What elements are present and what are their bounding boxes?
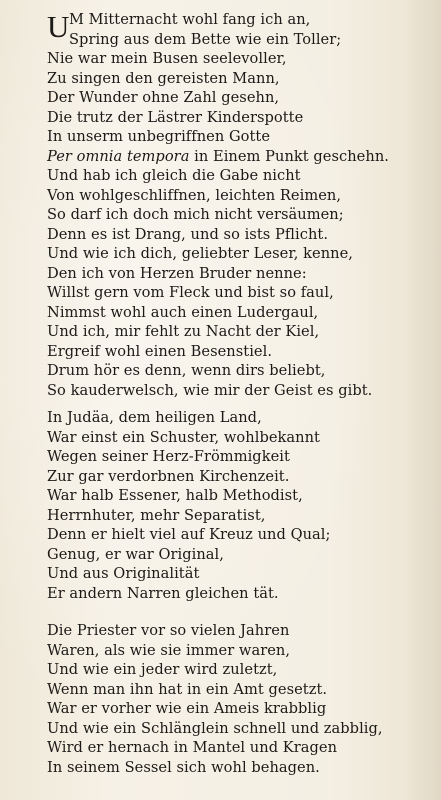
verse-line: Von wohlgeschliffnen, leichten Reimen, — [47, 186, 342, 204]
verse-line: Nie war mein Busen seelevoller, — [47, 50, 287, 67]
verse-line: In unserm unbegriffnen Gotte — [47, 128, 271, 145]
verse-line: Denn es ist Drang, und so ists Pflicht. — [47, 225, 329, 243]
verse-line: Waren, als wie sie immer waren, — [47, 641, 291, 659]
latin-line — [47, 147, 432, 167]
verse-line: Ergreif wohl einen Besenstiel. — [47, 342, 273, 360]
verse-line: War halb Essener, halb Methodist, — [47, 487, 303, 504]
verse-line: Und hab ich gleich die Gabe nicht — [47, 167, 301, 184]
verse-line: So kauderwelsch, wie mir der Geist es gibt. — [47, 381, 373, 399]
verse-line: Und wie ich dich, geliebter Leser, kenne, — [47, 245, 353, 262]
verse-line: Und wie ein Schlänglein schnell und zabblig, — [47, 719, 383, 737]
verse-line: So darf ich doch mich nicht versäumen; — [47, 206, 344, 223]
verse-line: War er vorher wie ein Ameis krabblig — [47, 700, 327, 717]
verse-line: In Judäa, dem heiligen Land, — [47, 409, 262, 426]
second-line-text: Spring aus dem Bette wie ein Toller; — [69, 30, 342, 48]
first-line-text: M Mitternacht wohl fang ich an, — [69, 11, 311, 28]
verse-line: Nimmst wohl auch einen Ludergaul, — [47, 303, 319, 321]
latin-phrase: Per omnia tempora — [47, 147, 190, 165]
verse-line: Willst gern vom Fleck und bist so faul, — [47, 284, 334, 301]
verse-line: Die Priester vor so vielen Jahren — [47, 622, 290, 639]
verse-line: Herrnhuter, mehr Separatist, — [47, 506, 266, 524]
verse-line: Zu singen den gereisten Mann, — [47, 69, 280, 87]
verse-line: Wird er hernach in Mantel und Kragen — [47, 739, 338, 756]
stanza-2 — [47, 408, 432, 603]
second-line — [47, 30, 432, 50]
stanza-3 — [47, 621, 432, 777]
verse-line: Denn er hielt viel auf Kreuz und Qual; — [47, 526, 331, 543]
verse-line: Und aus Originalität — [47, 565, 200, 582]
verse-line: In seinem Sessel sich wohl behagen. — [47, 758, 320, 776]
verse-line: Die trutz der Lästrer Kinderspotte — [47, 108, 304, 126]
verse-line: Und wie ein jeder wird zuletzt, — [47, 661, 278, 678]
verse-line: Drum hör es denn, wenn dirs beliebt, — [47, 362, 326, 379]
verse-line: Der Wunder ohne Zahl gesehn, — [47, 89, 280, 106]
drop-initial: U — [47, 9, 70, 44]
latin-line-rest: in Einem Punkt geschehn. — [189, 147, 389, 165]
verse-line: Zur gar verdorbnen Kirchenzeit. — [47, 467, 290, 485]
verse-line: Wegen seiner Herz-Frömmigkeit — [47, 448, 290, 465]
stanza-1 — [47, 10, 432, 400]
verse-line: Den ich von Herzen Bruder nenne: — [47, 264, 307, 282]
verse-line: Wenn man ihn hat in ein Amt gesetzt. — [47, 680, 328, 698]
verse-line: Er andern Narren gleichen tät. — [47, 584, 279, 602]
verse-line: Genug, er war Original, — [47, 545, 224, 563]
verse-line: Und ich, mir fehlt zu Nacht der Kiel, — [47, 323, 320, 340]
verse-line: War einst ein Schuster, wohlbekannt — [47, 428, 320, 446]
